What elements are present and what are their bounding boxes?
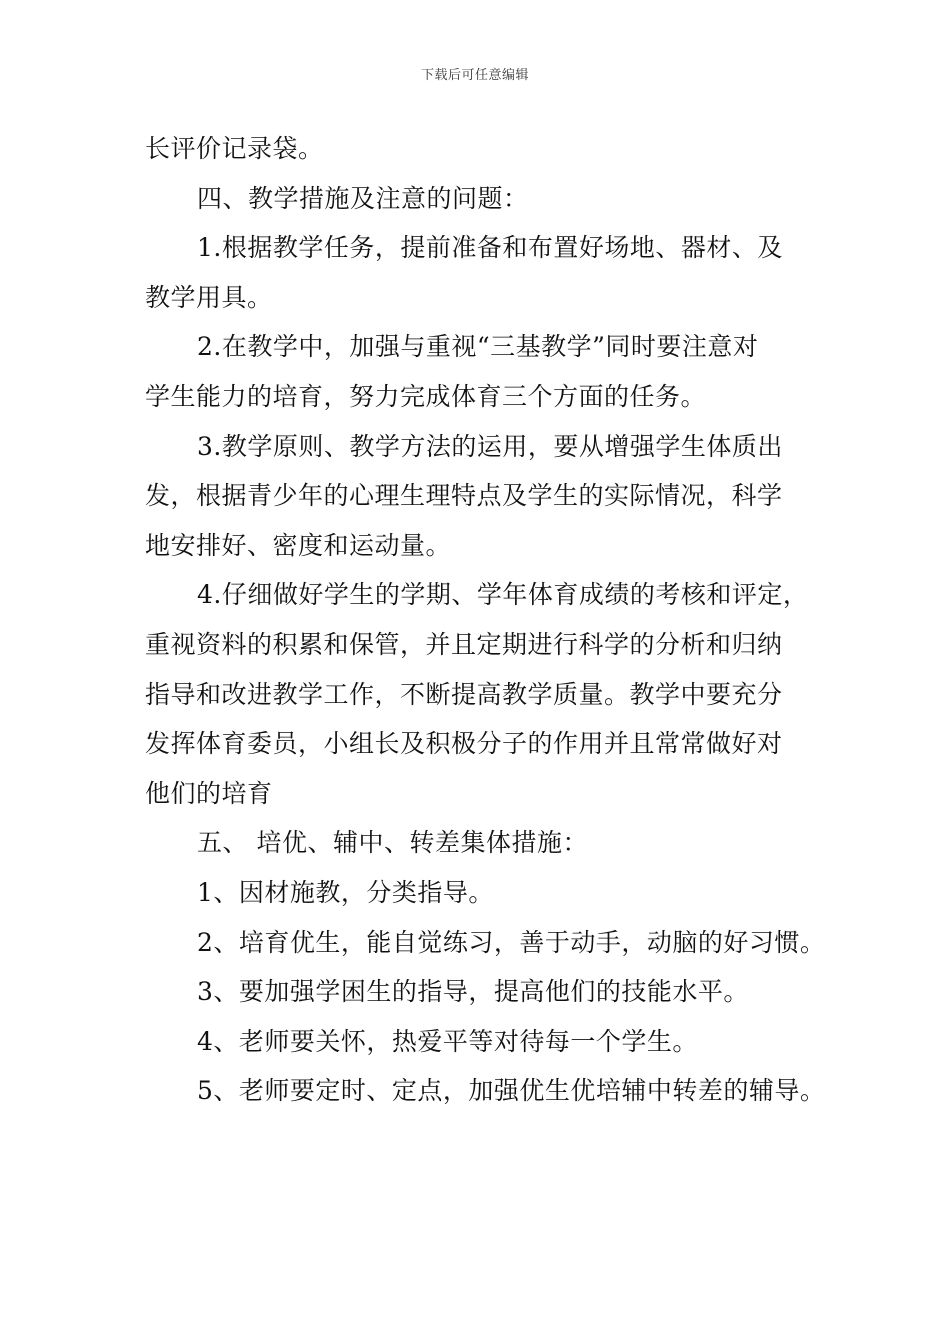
- text-line: 发，根据青少年的心理生理特点及学生的实际情况，科学: [145, 481, 783, 511]
- text-line: 学生能力的培育，努力完成体育三个方面的任务。: [145, 381, 707, 411]
- text-line: 发挥体育委员，小组长及积极分子的作用并且常常做好对: [145, 729, 783, 759]
- section-heading-four: 四、教学措施及注意的问题：: [197, 183, 529, 213]
- list-item: 4、老师要关怀，热爱平等对待每一个学生。: [197, 1026, 698, 1056]
- list-item: 3、要加强学困生的指导，提高他们的技能水平。: [197, 977, 749, 1007]
- section-heading-five: 五、 培优、辅中、转差集体措施：: [197, 828, 588, 858]
- text-line: 2.在教学中，加强与重视“三基教学”同时要注意对: [197, 332, 759, 362]
- text-line: 教学用具。: [145, 282, 273, 312]
- text-line: 3.教学原则、教学方法的运用，要从增强学生体质出: [197, 431, 783, 461]
- text-line: 4.仔细做好学生的学期、学年体育成绩的考核和评定，: [197, 580, 809, 610]
- document-body: [145, 124, 826, 1116]
- list-item: 2、培育优生，能自觉练习，善于动手，动脑的好习惯。: [197, 927, 826, 957]
- page-header: 下载后可任意编辑: [420, 68, 529, 83]
- text-line: 长评价记录袋。: [145, 134, 324, 163]
- text-line: 重视资料的积累和保管，并且定期进行科学的分析和归纳: [145, 629, 783, 659]
- list-item: 5、老师要定时、定点，加强优生优培辅中转差的辅导。: [197, 1076, 826, 1106]
- text-line: 1.根据教学任务，提前准备和布置好场地、器材、及: [197, 233, 783, 263]
- list-item: 1、因材施教，分类指导。: [197, 877, 494, 907]
- text-line: 地安排好、密度和运动量。: [145, 530, 452, 560]
- text-line: 指导和改进教学工作，不断提高教学质量。教学中要充分: [145, 679, 783, 709]
- text-line: 他们的培育: [145, 778, 273, 808]
